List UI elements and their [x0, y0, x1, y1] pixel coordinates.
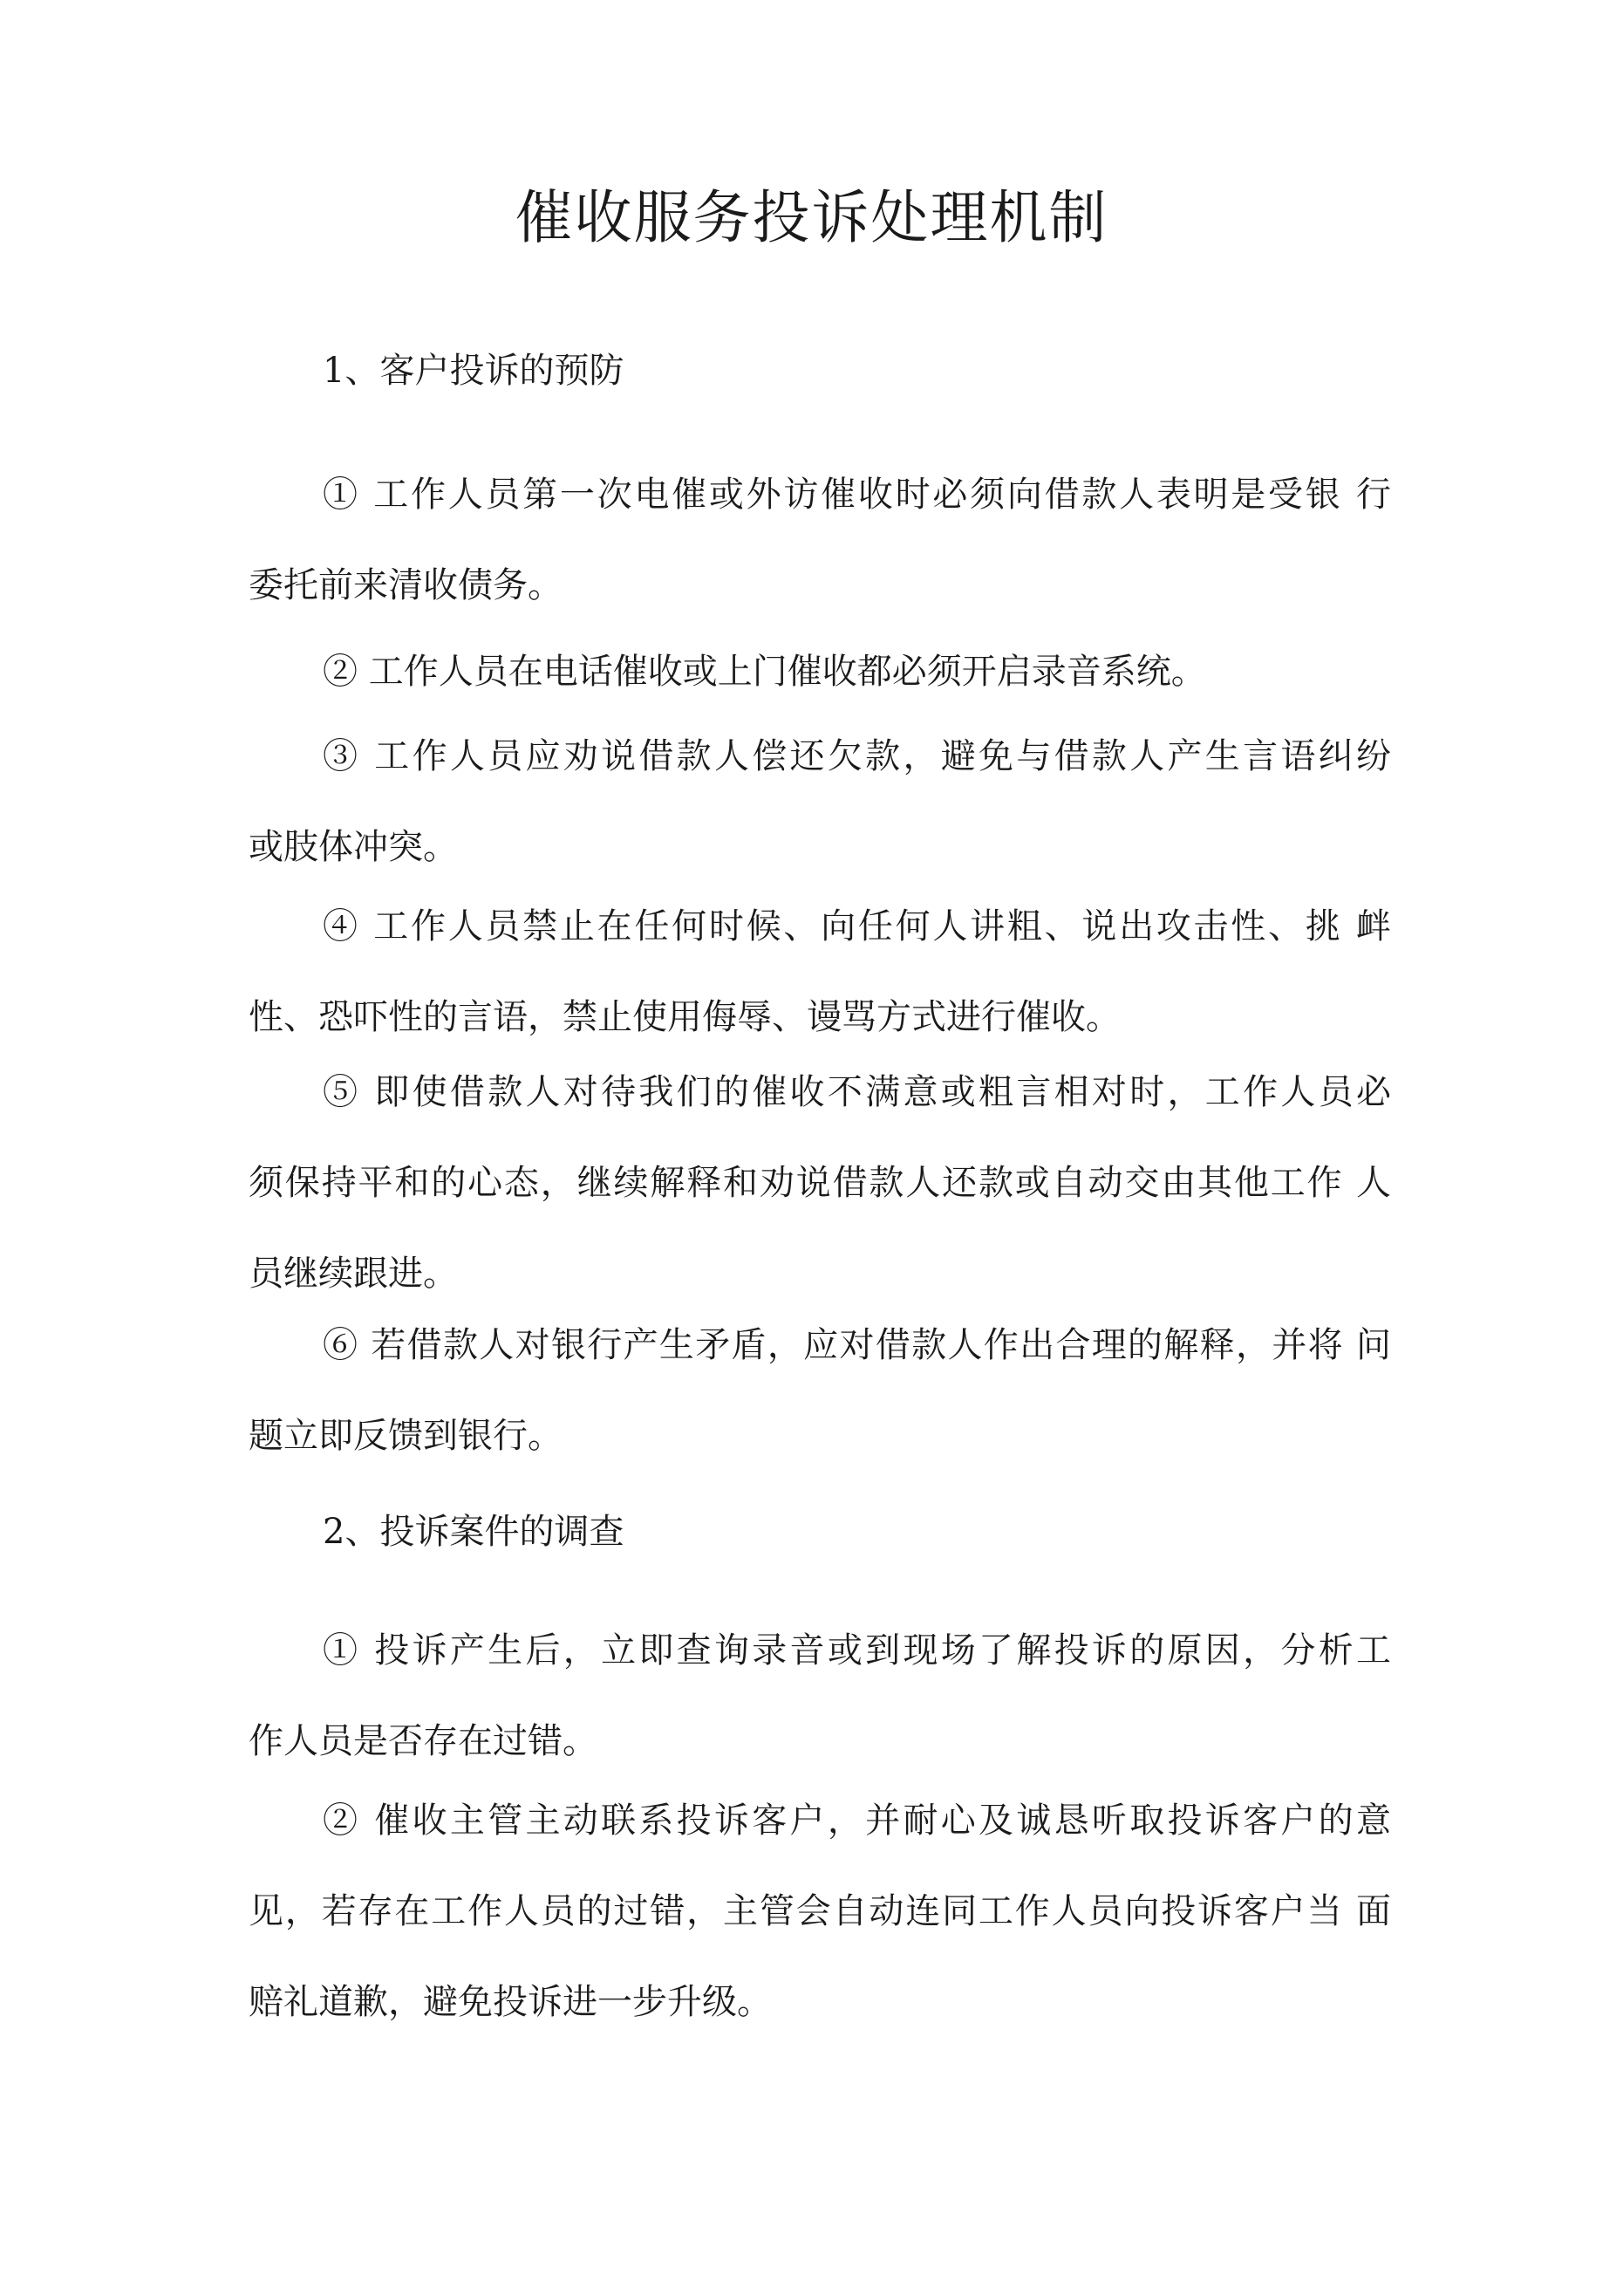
paragraph-line: 赔礼道歉，避免投诉进一步升级。 — [249, 1982, 772, 2022]
paragraph-line: ③ 工作人员应劝说借款人偿还欠款，避免与借款人产生言语纠纷 — [323, 736, 1391, 776]
paragraph-line: 员继续跟进。 — [249, 1254, 458, 1294]
paragraph-line: ② 催收主管主动联系投诉客户，并耐心及诚恳听取投诉客户的意 — [323, 1801, 1391, 1841]
paragraph-1 — [249, 449, 1391, 631]
paragraph-2 — [249, 626, 1391, 717]
paragraph-8 — [249, 1775, 1391, 2047]
paragraph-line: 须保持平和的心态，继续解释和劝说借款人还款或自动交由其他工作 人 — [249, 1163, 1391, 1203]
paragraph-line: 作人员是否存在过错。 — [249, 1721, 597, 1761]
paragraph-line: 性、恐吓性的言语，禁止使用侮辱、谩骂方式进行催收。 — [249, 997, 1121, 1037]
paragraph-5 — [249, 1047, 1391, 1319]
section-heading-investigation: 2、投诉案件的调查 — [323, 1512, 624, 1552]
paragraph-line: ① 投诉产生后，立即查询录音或到现场了解投诉的原因，分析工 — [323, 1630, 1391, 1671]
paragraph-line: 见，若存在工作人员的过错，主管会自动连同工作人员向投诉客户当 面 — [249, 1891, 1391, 1931]
paragraph-3 — [249, 711, 1391, 892]
paragraph-line: 或肢体冲突。 — [249, 827, 458, 867]
paragraph-line: 委托前来清收债务。 — [249, 565, 563, 605]
paragraph-6 — [249, 1300, 1391, 1481]
paragraph-4 — [249, 881, 1391, 1063]
document-title: 催收服务投诉处理机制 — [515, 184, 1108, 251]
paragraph-line: ④ 工作人员禁止在任何时候、向任何人讲粗、说出攻击性、挑 衅 — [323, 906, 1391, 946]
paragraph-line: ② 工作人员在电话催收或上门催收都必须开启录音系统。 — [323, 652, 1206, 692]
paragraph-line: 题立即反馈到银行。 — [249, 1416, 563, 1456]
paragraph-line: ⑤ 即使借款人对待我们的催收不满意或粗言相对时，工作人员必 — [323, 1072, 1391, 1112]
paragraph-line: ① 工作人员第一次电催或外访催收时必须向借款人表明是受银 行 — [323, 475, 1391, 515]
paragraph-7 — [249, 1605, 1391, 1787]
paragraph-line: ⑥ 若借款人对银行产生矛盾，应对借款人作出合理的解释，并将 问 — [323, 1325, 1391, 1365]
section-heading-prevention: 1、客户投诉的预防 — [323, 351, 624, 391]
